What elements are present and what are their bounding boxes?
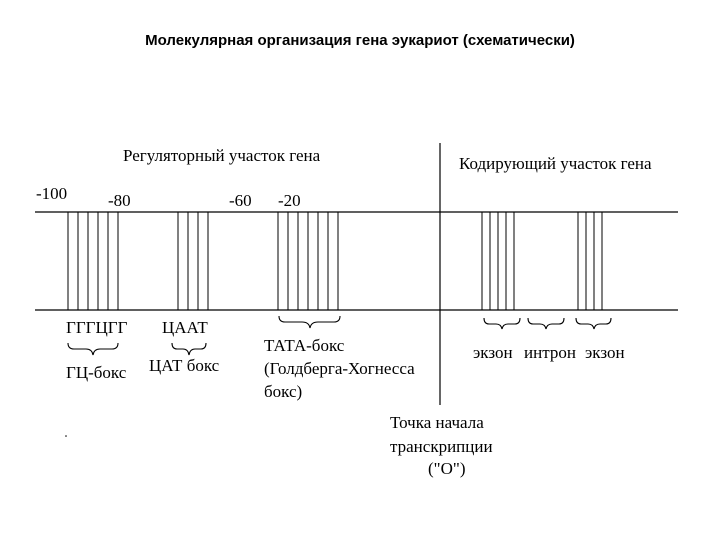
regulatory-region-label: Регуляторный участок гена bbox=[123, 146, 321, 165]
tata-box-name-line3: бокс) bbox=[264, 382, 303, 401]
intron-brace bbox=[528, 318, 564, 329]
tata-box-name-line1: ТАТА-бокс bbox=[264, 336, 345, 355]
tata-box-stripes bbox=[278, 212, 338, 310]
transcription-start-line1: Точка начала bbox=[390, 413, 484, 432]
exon2-brace bbox=[576, 318, 611, 329]
position-label-minus20: -20 bbox=[278, 191, 301, 210]
transcription-start-line3: ("О") bbox=[428, 459, 466, 478]
gc-box-brace bbox=[68, 343, 118, 355]
intron-label: интрон bbox=[524, 343, 576, 362]
caat-box-name: ЦАТ бокс bbox=[149, 356, 220, 375]
position-label-minus80: -80 bbox=[108, 191, 131, 210]
exon1-label: экзон bbox=[473, 343, 513, 362]
page-title: Молекулярная организация гена эукариот (схематически) bbox=[145, 32, 575, 49]
exon2-label: экзон bbox=[585, 343, 625, 362]
position-label-minus100: -100 bbox=[36, 184, 68, 203]
coding-region-label: Кодирующий участок гена bbox=[459, 154, 652, 173]
tata-box-name-line2: (Голдберга-Хогнесса bbox=[264, 359, 415, 378]
tata-box-brace bbox=[279, 316, 340, 328]
caat-box-stripes bbox=[178, 212, 208, 310]
transcription-start-line2: транскрипции bbox=[390, 437, 493, 456]
caat-box-sequence: ЦААТ bbox=[162, 318, 208, 337]
exon1-stripes bbox=[482, 212, 514, 310]
gc-box-name: ГЦ-бокс bbox=[66, 363, 127, 382]
exon1-brace bbox=[484, 318, 520, 329]
exon2-stripes bbox=[578, 212, 602, 310]
caat-box-brace bbox=[172, 343, 206, 355]
gc-box-sequence: ГГГЦГГ bbox=[66, 318, 128, 337]
gc-box-stripes bbox=[68, 212, 118, 310]
stray-dot bbox=[65, 435, 67, 437]
position-label-minus60: -60 bbox=[229, 191, 252, 210]
